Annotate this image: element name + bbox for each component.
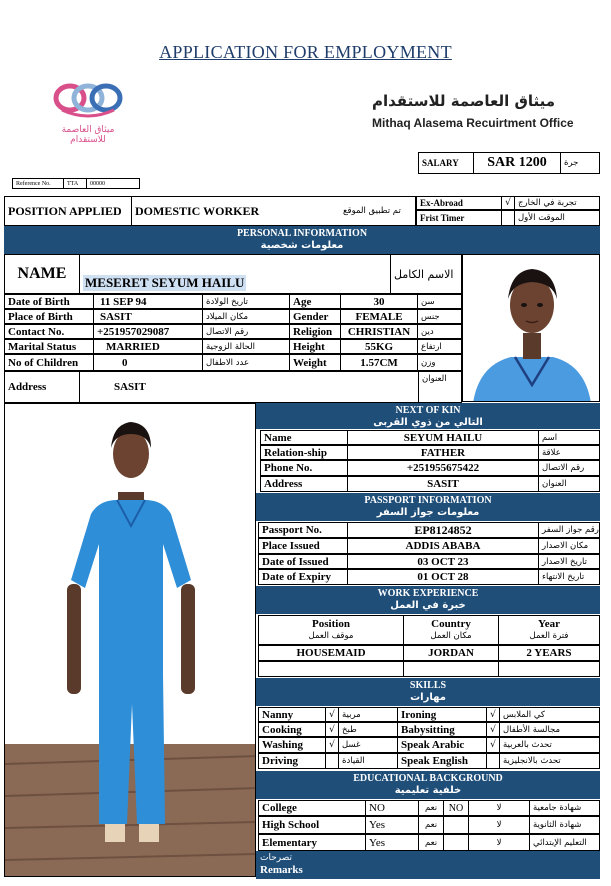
edu-college-label: College: [258, 800, 366, 816]
work-experience-title: WORK EXPERIENCE: [377, 588, 479, 599]
skills-header: [256, 678, 600, 706]
salary-label: SALARY: [418, 152, 474, 174]
children-value: 0: [93, 354, 203, 371]
work-country-value: JORDAN: [403, 645, 499, 661]
full-body-photo: [4, 403, 256, 877]
skill-arabic-arabic: تحدث بالعربية: [499, 737, 600, 753]
portrait-image-icon: [463, 255, 600, 402]
kin-address-label: Address: [260, 476, 348, 492]
marital-label: Marital Status: [4, 339, 94, 354]
edu-elementary-yes-arabic: نعم: [418, 834, 444, 851]
col-position-arabic: موقف العمل: [308, 631, 354, 641]
edu-college-yes-arabic: نعم: [418, 800, 444, 816]
skills-title-arabic: مهارات: [410, 692, 446, 703]
ex-abroad-label: Ex-Abroad: [416, 196, 502, 210]
skill-cooking-checkbox[interactable]: √: [325, 722, 339, 737]
work-year-value: 2 YEARS: [498, 645, 600, 661]
skill-babysitting-checkbox[interactable]: √: [486, 722, 500, 737]
dob-arabic: تاريخ الولادة: [202, 294, 290, 309]
reference-label: Reference No.: [12, 178, 64, 189]
kin-name-arabic: اسم: [538, 430, 600, 445]
kin-name-value: SEYUM HAILU: [347, 430, 539, 445]
skill-babysitting-arabic: مجالسة الأطفال: [499, 722, 600, 737]
skill-driving-label: Driving: [258, 753, 326, 769]
col-position-label: Position: [312, 618, 350, 630]
marital-arabic: الحالة الزوجية: [202, 339, 290, 354]
age-value: 30: [340, 294, 418, 309]
skill-driving-arabic: القيادة: [338, 753, 398, 769]
work-experience-title-arabic: خبرة في العمل: [390, 600, 466, 611]
date-issued-value: 03 OCT 23: [347, 554, 539, 569]
place-issued-value: ADDIS ABABA: [347, 538, 539, 554]
date-issued-arabic: تاريخ الاصدار: [538, 554, 600, 569]
edu-highschool-no: [443, 816, 469, 834]
edu-college-value: NO: [365, 800, 419, 816]
height-arabic: ارتفاع: [417, 339, 462, 354]
full-name: MESERET SEYUM HAILU: [85, 275, 245, 290]
height-value: 55KG: [340, 339, 418, 354]
edu-elementary-no: [443, 834, 469, 851]
children-label: No of Children: [4, 354, 94, 371]
name-value: [79, 254, 391, 294]
address-arabic: العنوان: [418, 371, 462, 403]
next-of-kin-title: NEXT OF KIN: [395, 405, 461, 416]
edu-elementary-no-arabic: لا: [468, 834, 530, 851]
col-country-arabic: مكان العمل: [430, 631, 472, 641]
skill-cooking-arabic: طبخ: [338, 722, 398, 737]
address-value: SASIT: [79, 371, 419, 403]
passport-no-label: Passport No.: [258, 522, 348, 538]
col-year-label: Year: [538, 618, 560, 630]
place-issued-arabic: مكان الاصدار: [538, 538, 600, 554]
personal-info-title-arabic: معلومات شخصية: [260, 240, 344, 251]
reference-number: 00000: [86, 178, 140, 189]
edu-highschool-no-arabic: لا: [468, 816, 530, 834]
pob-value: SASIT: [93, 309, 203, 324]
edu-highschool-value: Yes: [365, 816, 419, 834]
address-label: Address: [4, 371, 80, 403]
skill-washing-label: Washing: [258, 737, 326, 753]
name-label: NAME: [4, 254, 80, 294]
kin-relation-label: Relation-ship: [260, 445, 348, 460]
edu-highschool-arabic: شهادة الثانوية: [529, 816, 600, 834]
education-title-arabic: خلفية تعليمية: [394, 785, 462, 796]
skill-babysitting-label: Babysitting: [397, 722, 487, 737]
kin-relation-value: FATHER: [347, 445, 539, 460]
first-timer-checkbox[interactable]: [501, 210, 515, 226]
position-applied-arabic: تم تطبيق الموقع: [340, 196, 416, 226]
skill-nanny-arabic: مربية: [338, 707, 398, 722]
work-experience-header: [256, 586, 600, 614]
religion-value: CHRISTIAN: [340, 324, 418, 339]
age-arabic: سن: [417, 294, 462, 309]
skills-title: SKILLS: [409, 680, 447, 691]
first-timer-arabic: الموقت الأول: [514, 210, 600, 226]
passport-no-value: EP8124852: [347, 522, 539, 538]
gender-value: FEMALE: [340, 309, 418, 324]
date-issued-label: Date of Issued: [258, 554, 348, 569]
place-issued-label: Place Issued: [258, 538, 348, 554]
brand-name-english: Mithaq Alasema Recuirtment Office: [372, 116, 574, 130]
col-year-arabic: فترة العمل: [529, 631, 569, 641]
ex-abroad-arabic: تجربة في الخارج: [514, 196, 600, 210]
edu-college-arabic: شهادة جامعية: [529, 800, 600, 816]
religion-arabic: دين: [417, 324, 462, 339]
reference-prefix: TTA: [63, 178, 87, 189]
remarks-label: Remarks: [260, 864, 303, 876]
personal-info-header: [4, 226, 600, 254]
contact-arabic: رقم الاتصال: [202, 324, 290, 339]
children-arabic: عدد الاطفال: [202, 354, 290, 371]
next-of-kin-title-arabic: التالي من ذوي القربى: [373, 417, 483, 428]
kin-phone-label: Phone No.: [260, 460, 348, 476]
skill-ironing-arabic: كي الملابس: [499, 707, 600, 722]
passport-header: [256, 493, 600, 521]
marital-value: MARRIED: [93, 339, 203, 354]
kin-relation-arabic: علاقة: [538, 445, 600, 460]
skill-nanny-label: Nanny: [258, 707, 326, 722]
passport-no-arabic: رقم جواز السفر: [538, 522, 600, 538]
dob-label: Date of Birth: [4, 294, 94, 309]
skill-english-checkbox[interactable]: [486, 753, 500, 769]
portrait-photo: [462, 254, 600, 402]
personal-info-title: PERSONAL INFORMATION: [236, 228, 368, 239]
col-country-header: [403, 615, 499, 645]
position-applied-value: DOMESTIC WORKER: [131, 196, 341, 226]
weight-label: Weight: [289, 354, 341, 371]
date-expiry-arabic: تاريخ الانتهاء: [538, 569, 600, 585]
passport-title-arabic: معلومات جواز السفر: [376, 507, 480, 518]
work-empty-cell-1: [258, 661, 404, 677]
gender-label: Gender: [289, 309, 341, 324]
edu-highschool-label: High School: [258, 816, 366, 834]
pob-arabic: مكان الميلاد: [202, 309, 290, 324]
ex-abroad-checkbox[interactable]: √: [501, 196, 515, 210]
edu-college-no-arabic: لا: [468, 800, 530, 816]
edu-highschool-yes-arabic: نعم: [418, 816, 444, 834]
skill-cooking-label: Cooking: [258, 722, 326, 737]
weight-arabic: وزن: [417, 354, 462, 371]
date-expiry-value: 01 OCT 28: [347, 569, 539, 585]
kin-address-value: SASIT: [347, 476, 539, 492]
contact-value: +251957029087: [93, 324, 203, 339]
skill-nanny-checkbox[interactable]: √: [325, 707, 339, 722]
education-title: EDUCATIONAL BACKGROUND: [353, 773, 503, 784]
remarks-bar: [256, 851, 600, 879]
full-body-image-icon: [5, 404, 256, 877]
skill-washing-arabic: غسل: [338, 737, 398, 753]
logo-text: ميثاق العاصمة للاستقدام: [61, 125, 115, 145]
work-empty-cell-3: [498, 661, 600, 677]
date-expiry-label: Date of Expiry: [258, 569, 348, 585]
kin-address-arabic: العنوان: [538, 476, 600, 492]
skill-driving-checkbox[interactable]: [325, 753, 339, 769]
position-applied-label: POSITION APPLIED: [4, 196, 132, 226]
skill-english-label: Speak English: [397, 753, 487, 769]
brand-name-arabic: ميثاق العاصمة للاستقدام: [372, 92, 556, 110]
skill-ironing-checkbox[interactable]: √: [486, 707, 500, 722]
weight-value: 1.57CM: [340, 354, 418, 371]
kin-phone-value: +251955675422: [347, 460, 539, 476]
page-title: APPLICATION FOR EMPLOYMENT: [159, 42, 452, 62]
logo-mark-icon: [48, 80, 128, 120]
col-year-header: [498, 615, 600, 645]
edu-elementary-label: Elementary: [258, 834, 366, 851]
name-label-arabic: الاسم الكامل: [390, 254, 462, 294]
first-timer-label: Frist Timer: [416, 210, 502, 226]
contact-label: Contact No.: [4, 324, 94, 339]
skill-arabic-label: Speak Arabic: [397, 737, 487, 753]
skill-english-arabic: تحدث بالانجليزية: [499, 753, 600, 769]
agency-logo: [48, 80, 128, 145]
education-header: [256, 771, 600, 799]
gender-arabic: جنس: [417, 309, 462, 324]
next-of-kin-header: [256, 403, 600, 429]
height-label: Height: [289, 339, 341, 354]
pob-label: Place of Birth: [4, 309, 94, 324]
work-empty-cell-2: [403, 661, 499, 677]
kin-name-label: Name: [260, 430, 348, 445]
col-country-label: Country: [431, 618, 471, 630]
religion-label: Religion: [289, 324, 341, 339]
edu-elementary-arabic: التعليم الإبتدائي: [529, 834, 600, 851]
age-label: Age: [289, 294, 341, 309]
skill-arabic-checkbox[interactable]: √: [486, 737, 500, 753]
work-position-value: HOUSEMAID: [258, 645, 404, 661]
passport-title: PASSPORT INFORMATION: [364, 495, 492, 506]
kin-phone-arabic: رقم الاتصال: [538, 460, 600, 476]
salary-value: SAR 1200: [473, 152, 561, 174]
col-position-header: [258, 615, 404, 645]
skill-washing-checkbox[interactable]: √: [325, 737, 339, 753]
salary-label-arabic: جرة: [560, 152, 600, 174]
skill-ironing-label: Ironing: [397, 707, 487, 722]
dob-value: 11 SEP 94: [93, 294, 203, 309]
remarks-label-arabic: تصرحات: [260, 853, 293, 863]
edu-elementary-value: Yes: [365, 834, 419, 851]
edu-college-no: NO: [443, 800, 469, 816]
